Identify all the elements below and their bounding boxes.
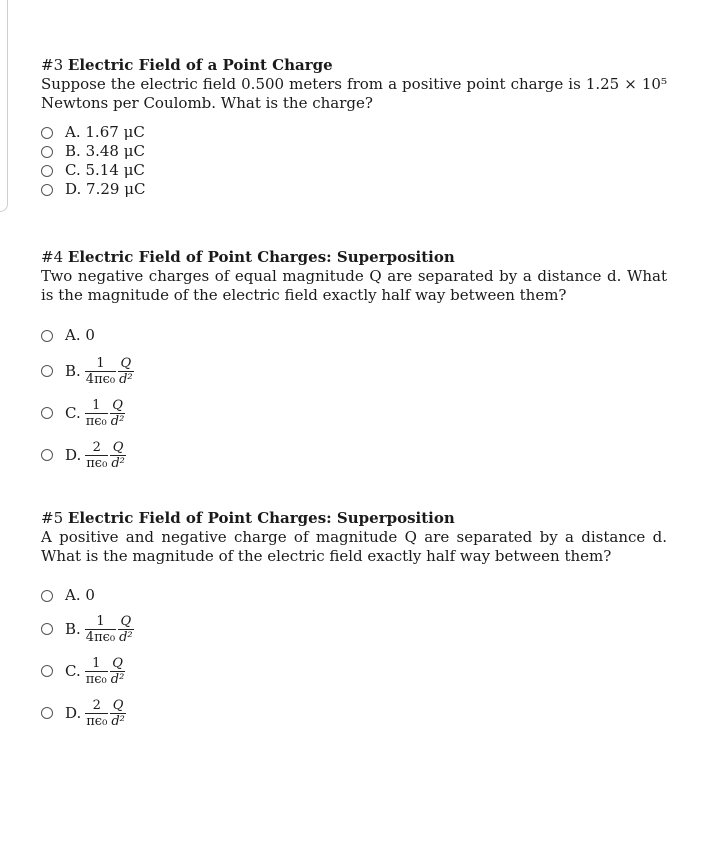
- option-letter: D.: [65, 704, 82, 722]
- option-unit: μC: [123, 123, 145, 141]
- radio-button[interactable]: [41, 146, 53, 158]
- question-name: Electric Field of a Point Charge: [67, 56, 333, 74]
- option-letter: B.: [65, 620, 81, 638]
- fraction-charge: $\frac{Q}{\text{d²}}$: [110, 397, 125, 429]
- question-number: #4: [41, 248, 64, 266]
- previous-card-border: [0, 0, 8, 212]
- option-letter: C.: [65, 161, 81, 179]
- fraction-charge: $\frac{Q}{\text{d²}}$: [111, 697, 125, 729]
- option-unit: μC: [123, 161, 145, 179]
- question-4: [41, 248, 667, 496]
- fraction-constant: $\frac{1}{\text{4πϵ₀}}$: [85, 613, 116, 645]
- question-title: [41, 509, 667, 528]
- radio-button[interactable]: [41, 590, 53, 602]
- option-letter: C.: [65, 404, 81, 422]
- fraction-constant: $\frac{1}{\text{4πϵ₀}}$: [85, 355, 116, 387]
- option-letter: C.: [65, 662, 81, 680]
- fraction-constant: $\frac{1}{\text{πϵ₀}}$: [85, 397, 107, 429]
- option-value: 1.67: [85, 123, 119, 141]
- question-3: [41, 56, 667, 203]
- option-value: 0: [85, 326, 95, 344]
- question-name: Electric Field of Point Charges: Superposition: [67, 509, 455, 527]
- question-5: [41, 509, 667, 756]
- radio-button[interactable]: [41, 407, 53, 419]
- question-text: A positive and negative charge of magnitude Q are separated by a distance d. What is the magnitude of the electric field exactly half way between them?: [41, 528, 667, 565]
- option-unit: μC: [124, 180, 146, 198]
- radio-button[interactable]: [41, 165, 53, 177]
- fraction-charge: $\frac{Q}{\text{d²}}$: [119, 355, 133, 387]
- option-b[interactable]: [41, 351, 136, 391]
- fraction-constant: $\frac{1}{\text{πϵ₀}}$: [85, 655, 107, 687]
- option-letter: B.: [65, 362, 81, 380]
- fraction-constant: $\frac{2}{\text{πϵ₀}}$: [86, 697, 108, 729]
- option-letter: D.: [65, 446, 82, 464]
- option-d[interactable]: [41, 693, 128, 733]
- fraction-charge: $\frac{Q}{\text{d²}}$: [119, 613, 133, 645]
- radio-button[interactable]: [41, 707, 53, 719]
- radio-button[interactable]: [41, 449, 53, 461]
- option-letter: A.: [65, 326, 81, 344]
- option-c[interactable]: [41, 393, 127, 433]
- option-d[interactable]: [41, 435, 128, 475]
- option-c[interactable]: [41, 161, 145, 180]
- option-unit: μC: [123, 142, 145, 160]
- radio-button[interactable]: [41, 330, 53, 342]
- question-number: #3: [41, 56, 64, 74]
- question-text: Two negative charges of equal magnitude Q are separated by a distance d. What is the magnitude of the electric field exactly half way between them?: [41, 267, 667, 304]
- option-value: 3.48: [85, 142, 119, 160]
- radio-button[interactable]: [41, 665, 53, 677]
- option-value: 0: [85, 586, 95, 604]
- radio-button[interactable]: [41, 623, 53, 635]
- radio-button[interactable]: [41, 365, 53, 377]
- option-letter: B.: [65, 142, 81, 160]
- option-a[interactable]: [41, 326, 95, 345]
- question-text: Suppose the electric field 0.500 meters from a positive point charge is 1.25 × 10⁵ Newtons per Coulomb. What is the charge?: [41, 75, 667, 112]
- option-d[interactable]: [41, 180, 145, 199]
- option-a[interactable]: [41, 123, 145, 142]
- question-title: [41, 56, 667, 75]
- option-b[interactable]: [41, 609, 136, 649]
- option-value: 7.29: [86, 180, 120, 198]
- question-number: #5: [41, 509, 64, 527]
- radio-button[interactable]: [41, 127, 53, 139]
- fraction-constant: $\frac{2}{\text{πϵ₀}}$: [86, 439, 108, 471]
- fraction-charge: $\frac{Q}{\text{d²}}$: [110, 655, 125, 687]
- option-a[interactable]: [41, 586, 95, 605]
- question-name: Electric Field of Point Charges: Superposition: [67, 248, 455, 266]
- radio-button[interactable]: [41, 184, 53, 196]
- question-title: [41, 248, 667, 267]
- option-c[interactable]: [41, 651, 127, 691]
- option-letter: A.: [65, 123, 81, 141]
- option-letter: A.: [65, 586, 81, 604]
- fraction-charge: $\frac{Q}{\text{d²}}$: [111, 439, 125, 471]
- option-b[interactable]: [41, 142, 145, 161]
- option-value: 5.14: [85, 161, 119, 179]
- option-letter: D.: [65, 180, 82, 198]
